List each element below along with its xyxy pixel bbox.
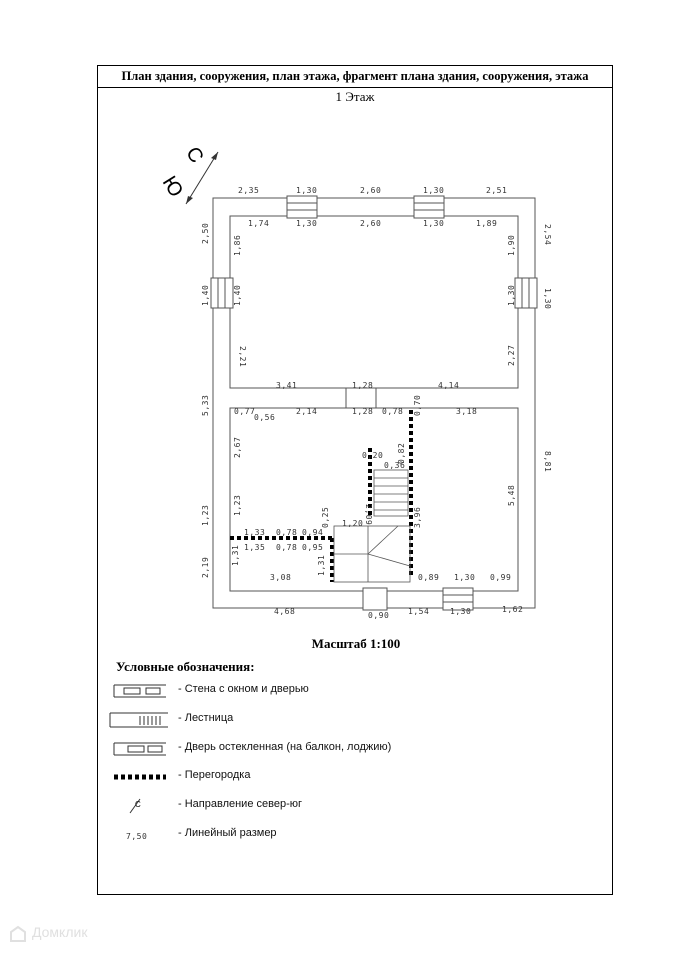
svg-text:0,82: 0,82	[397, 442, 406, 464]
svg-text:1,74: 1,74	[248, 219, 270, 228]
svg-text:0,20: 0,20	[362, 451, 384, 460]
svg-text:С: С	[135, 800, 141, 809]
svg-text:1,35: 1,35	[244, 543, 266, 552]
legend-item-wall	[106, 680, 526, 702]
legend-label: - Линейный размер	[178, 827, 277, 839]
compass-south: Ю	[157, 172, 188, 202]
svg-text:2,60: 2,60	[360, 219, 382, 228]
svg-text:1,30: 1,30	[543, 288, 552, 310]
svg-text:1,86: 1,86	[233, 234, 242, 256]
svg-text:2,19: 2,19	[201, 556, 210, 578]
svg-text:5,33: 5,33	[201, 394, 210, 416]
svg-text:0,78: 0,78	[276, 528, 298, 537]
svg-text:1,20: 1,20	[342, 519, 364, 528]
svg-text:1,30: 1,30	[450, 607, 472, 616]
legend-label: - Стена с окном и дверью	[178, 683, 309, 695]
watermark: Домклик	[8, 922, 138, 946]
compass-symbol-icon	[106, 795, 170, 817]
svg-text:1,90: 1,90	[507, 234, 516, 256]
svg-text:1,30: 1,30	[423, 186, 445, 195]
wall-symbol-icon	[106, 680, 170, 702]
svg-text:8,81: 8,81	[543, 451, 552, 473]
svg-text:1,40: 1,40	[233, 284, 242, 306]
glazed-door-symbol-icon	[106, 738, 170, 760]
legend-item-compass	[106, 795, 526, 817]
svg-text:1,30: 1,30	[296, 219, 318, 228]
svg-text:2,14: 2,14	[296, 407, 318, 416]
svg-text:2,27: 2,27	[507, 344, 516, 366]
legend-label: - Дверь остекленная (на балкон, лоджию)	[178, 741, 392, 753]
svg-text:2,67: 2,67	[233, 436, 242, 458]
legend-item-dimension	[106, 824, 526, 846]
svg-text:1,28: 1,28	[352, 381, 374, 390]
svg-text:2,21: 2,21	[238, 346, 247, 368]
svg-text:0,90: 0,90	[368, 611, 390, 620]
legend-label: - Перегородка	[178, 769, 251, 781]
svg-text:0,94: 0,94	[302, 528, 324, 537]
legend-item-partition	[106, 766, 526, 788]
compass-north: С	[181, 143, 208, 168]
svg-text:1,23: 1,23	[233, 494, 242, 516]
svg-text:2,09: 2,09	[364, 504, 373, 526]
svg-text:1,23: 1,23	[201, 504, 210, 526]
svg-text:0,78: 0,78	[276, 543, 298, 552]
svg-text:1,31: 1,31	[231, 544, 240, 566]
svg-text:0,77: 0,77	[234, 407, 256, 416]
svg-text:0,95: 0,95	[302, 543, 324, 552]
legend-item-stairs	[106, 709, 526, 731]
svg-text:0,70: 0,70	[413, 394, 422, 416]
svg-text:0,78: 0,78	[382, 407, 404, 416]
svg-text:7,50: 7,50	[126, 832, 148, 841]
compass	[158, 143, 218, 204]
floor-plan	[98, 66, 614, 626]
svg-text:2,51: 2,51	[486, 186, 508, 195]
svg-text:3,96: 3,96	[413, 506, 422, 528]
svg-text:1,89: 1,89	[476, 219, 498, 228]
scale-label: Масштаб 1:100	[311, 636, 401, 651]
svg-text:1,40: 1,40	[201, 284, 210, 306]
svg-text:0,25: 0,25	[321, 506, 330, 528]
page-title: План здания, сооружения, план этажа, фрагмент плана здания, сооружения, этажа	[98, 66, 612, 88]
svg-text:1,31: 1,31	[317, 554, 326, 576]
svg-text:1,30: 1,30	[454, 573, 476, 582]
svg-text:5,48: 5,48	[507, 484, 516, 506]
svg-text:0,99: 0,99	[490, 573, 512, 582]
svg-text:2,50: 2,50	[201, 222, 210, 244]
legend-label: - Лестница	[178, 712, 234, 724]
svg-text:3,41: 3,41	[276, 381, 298, 390]
legend-label: - Направление север-юг	[178, 798, 302, 810]
legend-title: Условные обозначения:	[116, 659, 255, 674]
stairs-symbol-icon	[106, 709, 170, 731]
svg-text:1,28: 1,28	[352, 407, 374, 416]
dimension-symbol-icon	[106, 824, 170, 846]
svg-text:4,68: 4,68	[274, 607, 296, 616]
partition-symbol-icon	[106, 766, 170, 788]
svg-text:4,14: 4,14	[438, 381, 460, 390]
svg-text:0,36: 0,36	[384, 461, 406, 470]
svg-text:0,56: 0,56	[254, 413, 276, 422]
svg-text:2,60: 2,60	[360, 186, 382, 195]
legend-item-glazed-door	[106, 738, 526, 760]
svg-text:1,30: 1,30	[296, 186, 318, 195]
svg-text:1,54: 1,54	[408, 607, 430, 616]
plan-sheet	[97, 65, 613, 895]
svg-text:1,62: 1,62	[502, 605, 524, 614]
floor-label: 1 Этаж	[335, 89, 375, 104]
svg-text:1,33: 1,33	[244, 528, 266, 537]
svg-text:2,54: 2,54	[543, 224, 552, 246]
domclick-logo-icon	[8, 924, 28, 944]
svg-text:0,89: 0,89	[418, 573, 440, 582]
svg-text:3,18: 3,18	[456, 407, 478, 416]
svg-text:3,08: 3,08	[270, 573, 292, 582]
svg-text:1,30: 1,30	[507, 284, 516, 306]
svg-text:2,35: 2,35	[238, 186, 260, 195]
svg-text:1,30: 1,30	[423, 219, 445, 228]
